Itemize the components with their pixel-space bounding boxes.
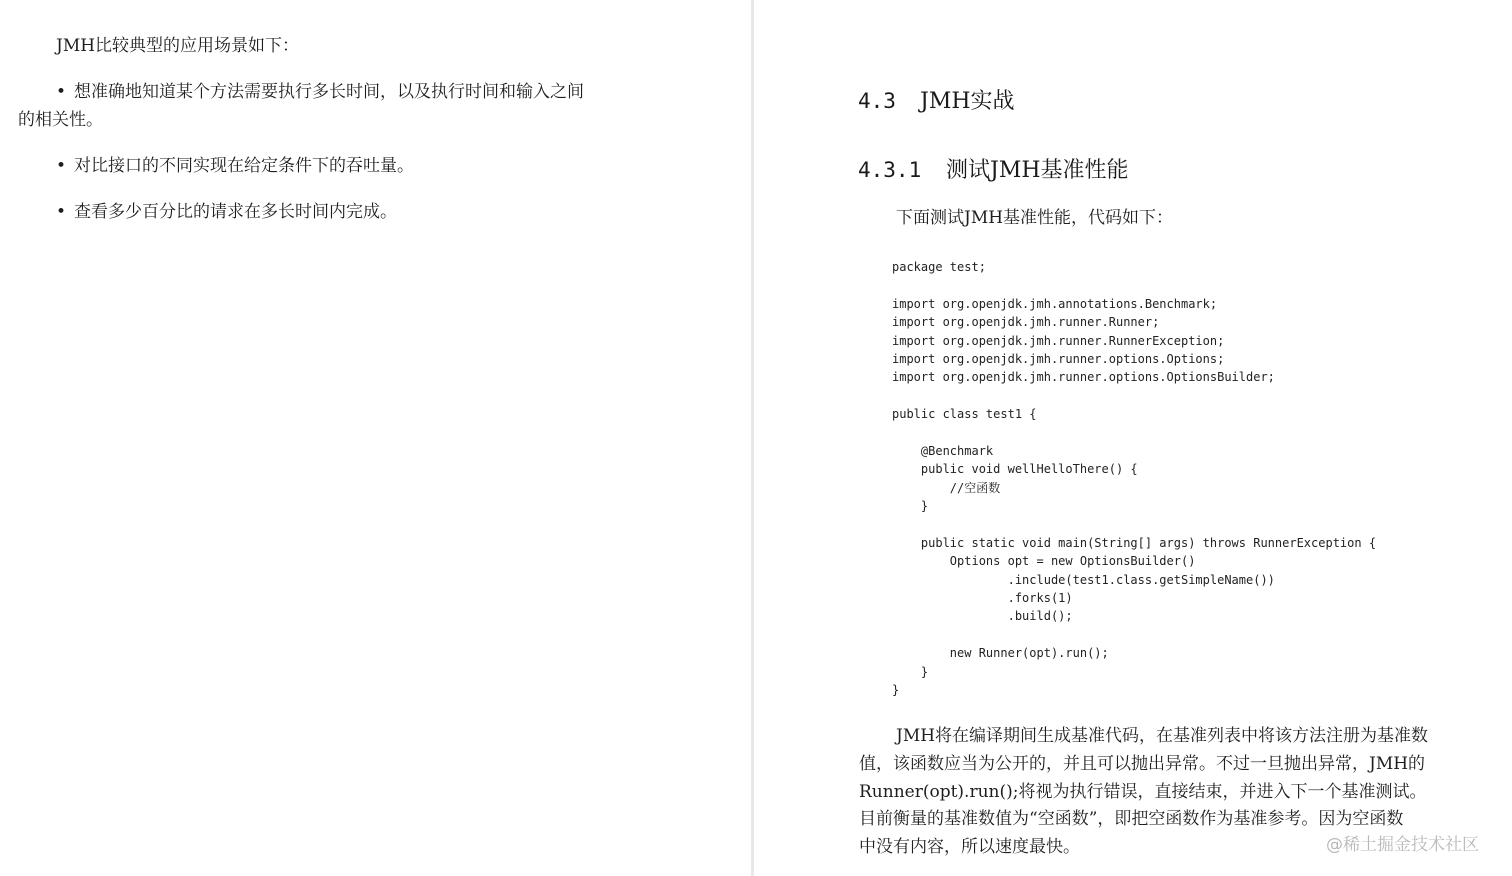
code-line bbox=[892, 276, 1376, 294]
section-title: JMH实战 bbox=[920, 89, 1015, 114]
code-line: new Runner(opt).run(); bbox=[892, 646, 1109, 661]
code-line: import org.openjdk.jmh.runner.options.Options; bbox=[892, 351, 1225, 366]
code-line: } bbox=[892, 499, 929, 514]
paragraph-line: 目前衡量的基准数值为“空函数”，即把空函数作为基准参考。因为空函数 bbox=[859, 809, 1404, 829]
code-line: .build(); bbox=[892, 609, 1073, 624]
code-line: .forks(1) bbox=[892, 591, 1073, 606]
bullet-icon: • bbox=[56, 156, 67, 176]
code-line: } bbox=[892, 682, 900, 697]
code-line bbox=[892, 515, 1376, 533]
code-line bbox=[892, 387, 1376, 405]
bullet-text: 想准确地知道某个方法需要执行多长时间，以及执行时间和输入之间 bbox=[74, 82, 584, 102]
bullet-item-1 bbox=[56, 78, 584, 106]
code-line: public class test1 { bbox=[892, 407, 1037, 422]
bullet-icon: • bbox=[56, 82, 67, 102]
code-line: Options opt = new OptionsBuilder() bbox=[892, 554, 1196, 569]
subsection-heading bbox=[858, 153, 1129, 184]
code-line bbox=[892, 626, 1376, 644]
code-line: import org.openjdk.jmh.runner.Runner; bbox=[892, 315, 1160, 330]
code-line: } bbox=[892, 664, 929, 679]
bullet-item-1-continuation: 的相关性。 bbox=[18, 110, 103, 130]
code-line: //空函数 bbox=[892, 480, 1001, 495]
code-line: .include(test1.class.getSimpleName()) bbox=[892, 572, 1275, 587]
subsection-number: 4.3.1 bbox=[858, 158, 922, 182]
subsection-title: 测试JMH基准性能 bbox=[946, 158, 1129, 183]
paragraph-line: 值，该函数应当为公开的，并且可以抛出异常。不过一旦抛出异常，JMH的 bbox=[859, 754, 1426, 774]
code-line bbox=[892, 424, 1376, 442]
code-line: package test; bbox=[892, 260, 986, 274]
code-line: public static void main(String[] args) throws RunnerException { bbox=[892, 535, 1377, 550]
paragraph-line: JMH将在编译期间生成基准代码，在基准列表中将该方法注册为基准数 bbox=[896, 726, 1429, 746]
section-heading bbox=[858, 84, 1015, 115]
paragraph-line: 中没有内容，所以速度最快。 bbox=[859, 837, 1080, 857]
code-line: import org.openjdk.jmh.runner.RunnerException; bbox=[892, 333, 1225, 348]
bullet-text: 查看多少百分比的请求在多长时间内完成。 bbox=[74, 202, 397, 222]
section-number: 4.3 bbox=[858, 89, 896, 113]
left-page bbox=[0, 0, 751, 876]
code-block bbox=[892, 258, 1376, 699]
bullet-item-3 bbox=[56, 198, 397, 226]
bullet-icon: • bbox=[56, 202, 67, 222]
paragraph-line: Runner(opt).run();将视为执行错误，直接结束，并进入下一个基准测试。 bbox=[859, 782, 1427, 802]
code-line: public void wellHelloThere() { bbox=[892, 462, 1138, 477]
bullet-text: 对比接口的不同实现在给定条件下的吞吐量。 bbox=[74, 156, 414, 176]
code-line: @Benchmark bbox=[892, 443, 994, 458]
code-line: import org.openjdk.jmh.annotations.Benchmark; bbox=[892, 296, 1218, 311]
intro-text: JMH比较典型的应用场景如下： bbox=[56, 36, 300, 56]
code-line: import org.openjdk.jmh.runner.options.OptionsBuilder; bbox=[892, 370, 1275, 385]
code-lead-text: 下面测试JMH基准性能，代码如下： bbox=[896, 208, 1174, 228]
watermark: @稀土掘金技术社区 bbox=[1326, 835, 1479, 855]
bullet-item-2 bbox=[56, 152, 414, 180]
